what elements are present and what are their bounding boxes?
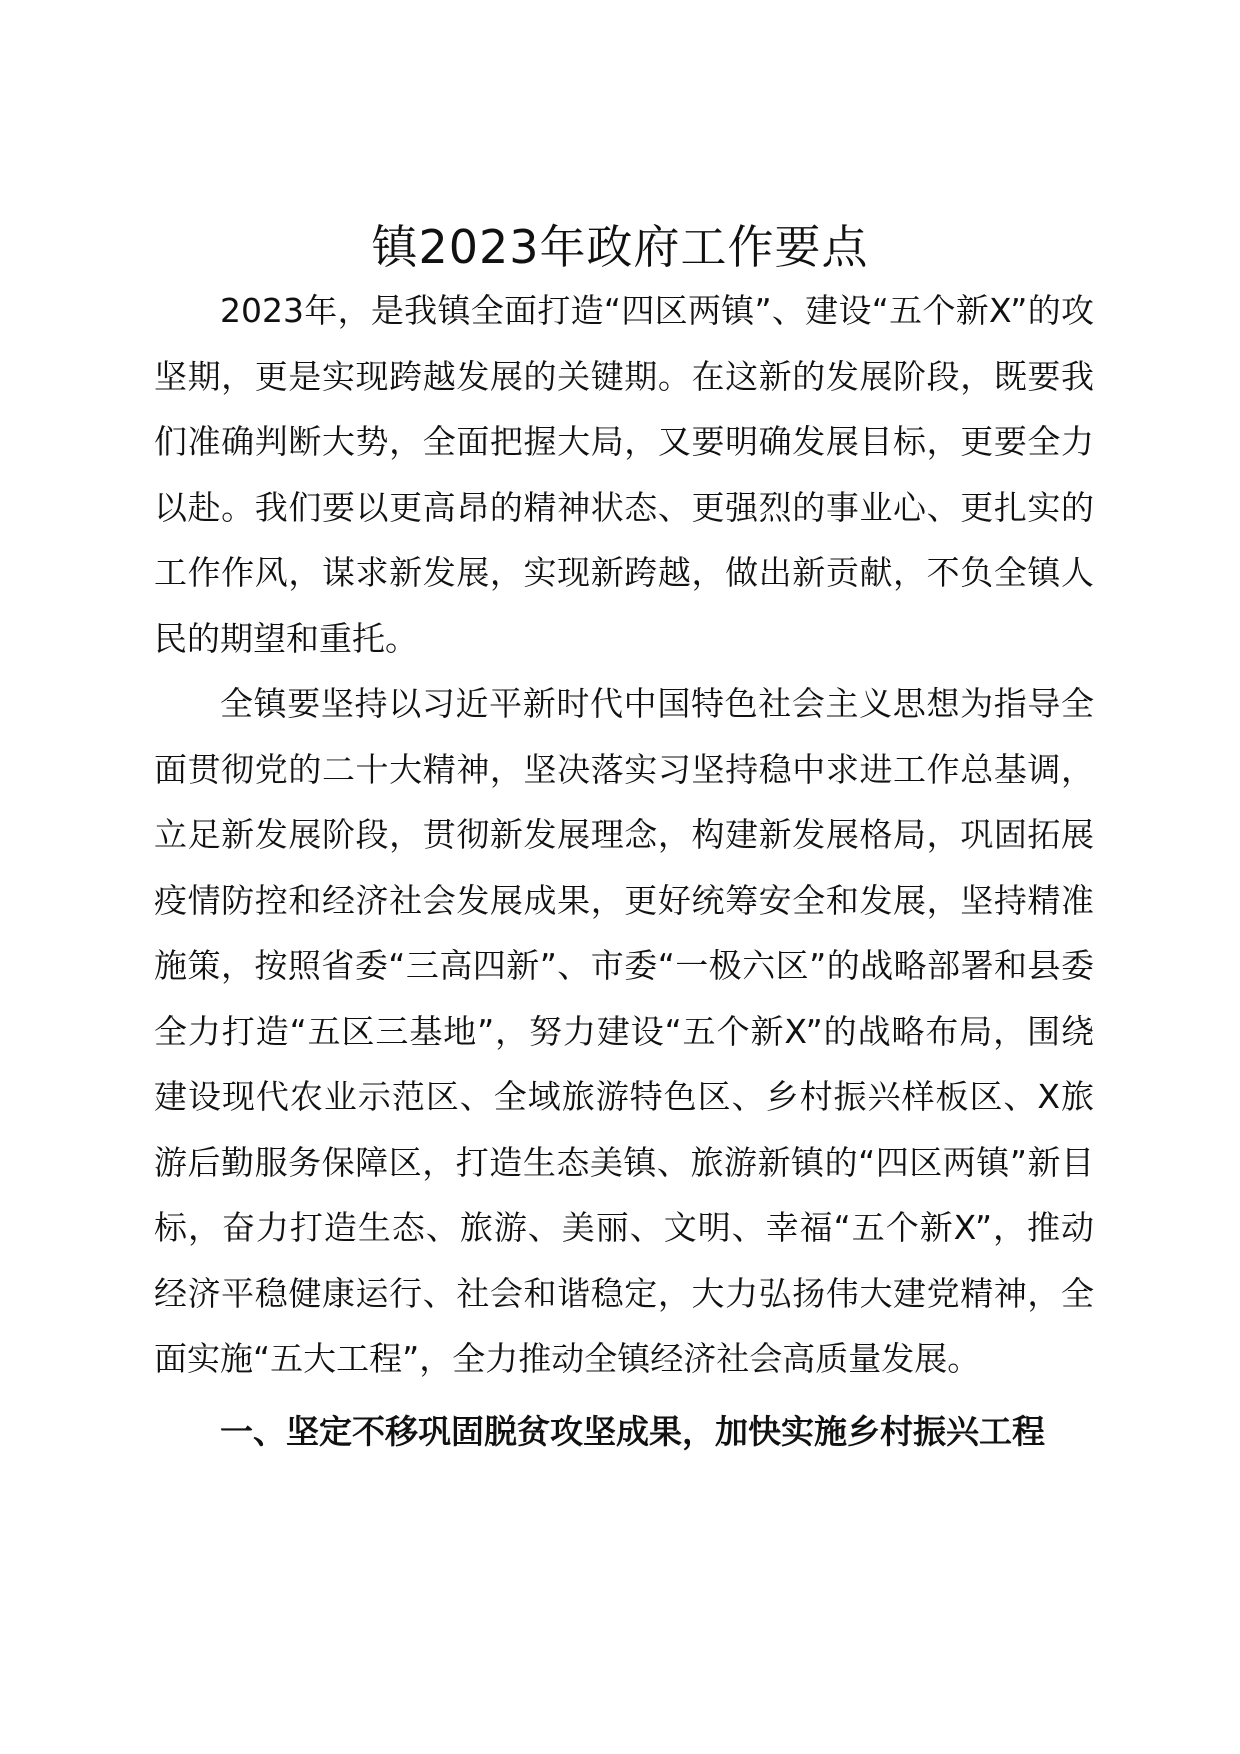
section-heading: 一、坚定不移巩固脱贫攻坚成果，加快实施乡村振兴工程 xyxy=(220,1411,1045,1451)
paragraph-intro: 2023年，是我镇全面打造“四区两镇”、建设“五个新X”的攻坚期，更是实现跨越发展的关键期。在这新的发展阶段，既要我们准确判断大势，全面把握大局，又要明确发展目标，更要全力以赴。我们要以更高昂的精神状态、更强烈的事业心、更扎实的工作作风，谋求新发展，实现新跨越，做出新贡献，不负全镇人民的期望和重托。 xyxy=(154,291,1094,658)
document-body xyxy=(154,278,1094,1464)
document-title: 镇2023年政府工作要点 xyxy=(371,220,869,274)
paragraph-guidance: 全镇要坚持以习近平新时代中国特色社会主义思想为指导全面贯彻党的二十大精神，坚决落实习坚持稳中求进工作总基调，立足新发展阶段，贯彻新发展理念，构建新发展格局，巩固拓展疫情防控和经济社会发展成果，更好统筹安全和发展，坚持精准施策，按照省委“三高四新”、市委“一极六区”的战略部署和县委全力打造“五区三基地”，努力建设“五个新X”的战略布局，围绕建设现代农业示范区、全域旅游特色区、乡村振兴样板区、X旅游后勤服务保障区，打造生态美镇、旅游新镇的“四区两镇”新目标，奋力打造生态、旅游、美丽、文明、幸福“五个新X”，推动经济平稳健康运行、社会和谐稳定，大力弘扬伟大建党精神，全面实施“五大工程”，全力推动全镇经济社会高质量发展。 xyxy=(154,684,1094,1378)
